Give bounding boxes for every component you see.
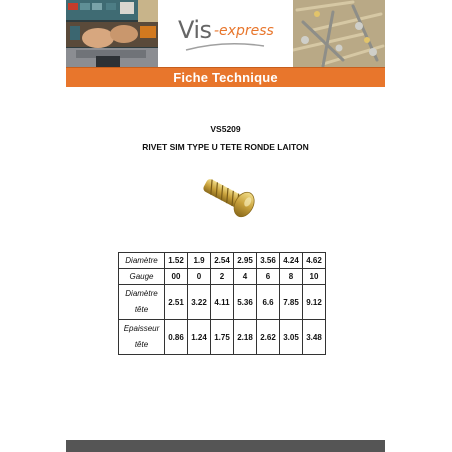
brass-rivet-icon <box>186 168 266 224</box>
screws-photo <box>293 0 385 67</box>
spec-table <box>118 252 326 355</box>
workbench-photo <box>66 0 158 67</box>
row-label-line: Diamètre <box>125 289 158 298</box>
table-cell: 0 <box>188 269 211 285</box>
brand-main-text: Vis <box>178 16 212 44</box>
band-title: Fiche Technique <box>173 70 278 85</box>
table-cell: 8 <box>280 269 303 285</box>
table-row <box>119 253 326 269</box>
table-cell: 6 <box>257 269 280 285</box>
table-cell: 2.95 <box>234 253 257 269</box>
table-cell: 1.75 <box>211 320 234 355</box>
row-label <box>119 285 165 320</box>
table-row <box>119 285 326 320</box>
table-cell: 3.48 <box>303 320 326 355</box>
table-cell: 3.56 <box>257 253 280 269</box>
table-row <box>119 320 326 355</box>
table-cell: 2.62 <box>257 320 280 355</box>
row-label-line: tête <box>134 305 149 314</box>
technical-sheet <box>66 0 385 452</box>
table-cell: 9.12 <box>303 285 326 320</box>
table-cell: 4 <box>234 269 257 285</box>
table-cell: 1.52 <box>165 253 188 269</box>
table-cell: 4.11 <box>211 285 234 320</box>
row-label: Diamètre <box>119 253 165 269</box>
table-cell: 2.18 <box>234 320 257 355</box>
footer-bar <box>66 440 385 452</box>
table-cell: 0.86 <box>165 320 188 355</box>
table-cell: 3.05 <box>280 320 303 355</box>
brand-suffix-text: -express <box>214 23 274 39</box>
table-cell: 6.6 <box>257 285 280 320</box>
table-cell: 1.9 <box>188 253 211 269</box>
table-cell: 2 <box>211 269 234 285</box>
table-cell: 5.36 <box>234 285 257 320</box>
table-cell: 1.24 <box>188 320 211 355</box>
table-cell: 2.51 <box>165 285 188 320</box>
table-cell: 2.54 <box>211 253 234 269</box>
table-row <box>119 269 326 285</box>
row-label <box>119 320 165 355</box>
row-label-line: Epaisseur <box>123 324 160 333</box>
table-cell: 4.62 <box>303 253 326 269</box>
table-cell: 7.85 <box>280 285 303 320</box>
title-band <box>66 67 385 87</box>
table-cell: 10 <box>303 269 326 285</box>
product-name: RIVET SIM TYPE U TETE RONDE LAITON <box>142 142 309 152</box>
product-reference: VS5209 <box>210 124 241 134</box>
table-cell: 4.24 <box>280 253 303 269</box>
row-label: Gauge <box>119 269 165 285</box>
vis-express-logo <box>158 0 293 67</box>
table-cell: 3.22 <box>188 285 211 320</box>
row-label-line: tête <box>134 340 149 349</box>
logo-swoosh-icon <box>184 42 266 52</box>
table-cell: 00 <box>165 269 188 285</box>
header-banner <box>66 0 385 67</box>
